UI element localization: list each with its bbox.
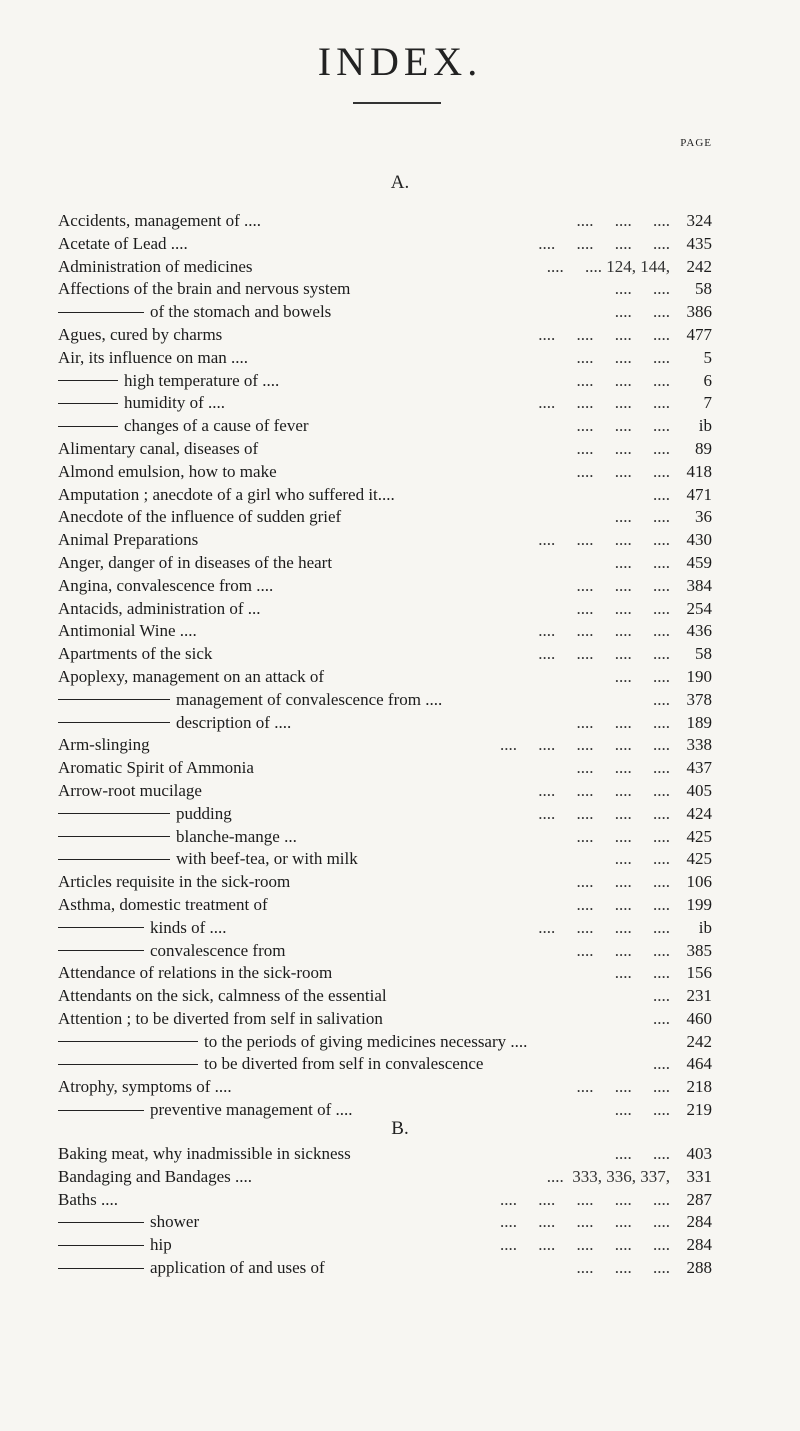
page-number: 219 [686,1100,712,1120]
dot-leaders: .... [653,1008,670,1028]
entry-label: changes of a cause of fever [124,416,309,436]
entry-label: Angina, convalescence from .... [58,575,274,595]
entry-text [58,210,261,233]
page-number: 378 [686,689,712,709]
entry-text [58,1008,383,1031]
entry-label: application of and uses of [150,1257,325,1277]
page-number: 284 [686,1212,712,1232]
index-entry [58,1211,712,1234]
index-entry [58,1143,712,1166]
entry-label: Acetate of Lead .... [58,233,188,253]
entry-text [58,940,285,963]
dot-leaders: .... .... .... [576,211,670,230]
dot-leaders: .... .... .... .... .... [500,1189,670,1209]
ditto-dash [58,859,170,860]
dot-leaders: .... .... .... [576,575,670,595]
section-a-entries [58,210,712,1122]
dot-leaders: .... .... .... [576,438,670,458]
index-entry [58,1031,712,1054]
page-number: 156 [686,963,712,983]
index-entry [58,1189,712,1212]
dot-leaders: .... .... .... .... .... [500,1212,670,1232]
entry-label: description of .... [176,712,292,732]
index-entry [58,962,712,985]
index-entry [58,301,712,324]
index-entry [58,598,712,621]
dot-leaders: .... .... 124, 144, [546,256,670,276]
entry-text [58,1076,232,1099]
entry-label: humidity of .... [124,393,226,413]
ditto-dash [58,312,144,313]
entry-text [58,1211,199,1234]
page-number: 385 [686,940,712,960]
dot-leaders: .... [653,986,670,1006]
entry-label: Agues, cured by charms [58,324,223,344]
entry-label: Accidents, management of .... [58,211,261,230]
page-number: 287 [686,1189,712,1209]
dot-leaders: .... .... .... [576,758,670,778]
index-entry [58,689,712,712]
entry-label: Baking meat, why inadmissible in sickness [58,1144,351,1163]
page-number: 5 [703,347,712,367]
entry-label: Affections of the brain and nervous system [58,279,351,299]
page-number: 324 [686,211,712,230]
entry-label: Administration of medicines [58,256,253,276]
page-number: 89 [695,438,712,458]
title-rule [353,102,441,104]
ditto-dash [58,1268,144,1269]
ditto-dash [58,836,170,837]
index-entry [58,529,712,552]
dot-leaders: .... .... [614,302,670,322]
entry-text [58,620,197,643]
entry-label: Amputation ; anecdote of a girl who suffered it.... [58,484,395,504]
entry-text [58,894,268,917]
entry-label: Aromatic Spirit of Ammonia [58,758,254,778]
dot-leaders: .... .... .... .... [538,233,670,253]
entry-text [58,848,358,871]
page-number: 424 [686,803,712,823]
entry-text [58,598,261,621]
index-entry [58,484,712,507]
entry-label: Anger, danger of in diseases of the heart [58,552,333,572]
entry-label: Alimentary canal, diseases of [58,438,259,458]
entry-text [58,256,253,279]
page-number: 405 [686,780,712,800]
entry-label: Articles requisite in the sick-room [58,872,291,892]
index-entry [58,256,712,279]
index-entry [58,233,712,256]
dot-leaders: .... .... .... [576,894,670,914]
page-number: 189 [686,712,712,732]
page-number: 386 [686,302,712,322]
page-number: 425 [686,849,712,869]
index-entry [58,278,712,301]
entry-label: convalescence from [150,940,286,960]
dot-leaders: .... .... .... [576,872,670,892]
entry-label: Attendance of relations in the sick-room [58,963,333,983]
entry-text [58,689,442,712]
dot-leaders: .... .... [614,507,670,527]
page-number: 437 [686,758,712,778]
dot-leaders: .... [653,689,670,709]
ditto-dash [58,426,118,427]
ditto-dash [58,1222,144,1223]
entry-text [58,506,341,529]
index-entry [58,506,712,529]
ditto-dash [58,403,118,404]
ditto-dash [58,380,118,381]
entry-text [58,962,332,985]
entry-text [58,347,248,370]
dot-leaders: .... .... [614,552,670,572]
page-number: 338 [686,735,712,755]
page-number: 331 [686,1166,712,1186]
page-number: 242 [686,1031,712,1051]
index-entry [58,734,712,757]
page-number: 460 [686,1008,712,1028]
entry-label: management of convalescence from .... [176,689,443,709]
page-number: 384 [686,575,712,595]
page-number: 436 [686,621,712,641]
entry-text [58,826,297,849]
page-number: 36 [695,507,712,527]
index-entry [58,347,712,370]
ditto-dash [58,813,170,814]
ditto-dash [58,1064,198,1065]
index-entry [58,210,712,233]
ditto-dash [58,927,144,928]
entry-label: with beef-tea, or with milk [176,849,358,869]
entry-label: Arrow-root mucilage [58,780,202,800]
entry-text [58,392,225,415]
entry-text [58,666,324,689]
ditto-dash [58,1110,144,1111]
entry-text [58,1234,172,1257]
page-number: ib [698,917,712,937]
index-entry [58,643,712,666]
index-entry [58,1008,712,1031]
dot-leaders: .... .... .... [576,826,670,846]
dot-leaders: .... .... .... [576,1077,670,1097]
entry-text [58,529,198,552]
index-entry [58,985,712,1008]
page-number: ib [698,416,712,436]
dot-leaders: .... .... .... [576,712,670,732]
entry-text [58,917,227,940]
dot-leaders: .... .... .... .... [538,324,670,344]
index-entry [58,780,712,803]
entry-label: Atrophy, symptoms of .... [58,1077,232,1097]
entry-label: of the stomach and bowels [150,302,332,322]
dot-leaders: .... .... .... [576,461,670,481]
dot-leaders: .... .... .... .... [538,530,670,550]
dot-leaders: .... .... .... .... [538,917,670,937]
entry-text [58,301,331,324]
entry-label: Anecdote of the influence of sudden grief [58,507,342,527]
entry-text [58,712,291,735]
entry-label: Air, its influence on man .... [58,347,249,367]
entry-label: Animal Preparations [58,530,199,550]
dot-leaders: .... .... .... [576,347,670,367]
dot-leaders: .... .... [614,1100,670,1120]
page-number: 284 [686,1235,712,1255]
entry-text [58,370,279,393]
dot-leaders: .... .... .... [576,416,670,436]
entry-text [58,643,212,666]
entry-text [58,985,387,1008]
page-number: 106 [686,872,712,892]
entry-label: kinds of .... [150,917,227,937]
dot-leaders: .... .... .... .... .... [500,735,670,755]
dot-leaders: .... .... [614,666,670,686]
page-number: 190 [686,666,712,686]
entry-text [58,734,150,757]
dot-leaders: .... .... .... [576,598,670,618]
entry-text [58,803,232,826]
entry-text [58,871,290,894]
ditto-dash [58,1245,144,1246]
index-entry [58,575,712,598]
entry-label: Arm-slinging [58,735,150,755]
page-number: 435 [686,233,712,253]
page-number: 477 [686,324,712,344]
index-entry [58,324,712,347]
page-number: 218 [686,1077,712,1097]
page-number: 231 [686,986,712,1006]
index-entry [58,392,712,415]
entry-text [58,415,309,438]
page-number: 242 [686,256,712,276]
entry-label: to be diverted from self in convalescence [204,1054,484,1074]
entry-label: Apoplexy, management on an attack of [58,666,325,686]
dot-leaders: .... [653,484,670,504]
entry-text [58,757,254,780]
entry-label: Asthma, domestic treatment of [58,894,268,914]
dot-leaders: .... .... .... .... [538,393,670,413]
entry-label: shower [150,1212,200,1232]
index-entry [58,461,712,484]
entry-text [58,1166,252,1189]
dot-leaders: .... .... .... .... [538,621,670,641]
entry-label: Bandaging and Bandages .... [58,1166,253,1186]
index-entry [58,871,712,894]
dot-leaders: .... [653,1054,670,1074]
page-number: 425 [686,826,712,846]
ditto-dash [58,699,170,700]
entry-label: Antimonial Wine .... [58,621,197,641]
dot-leaders: .... .... .... [576,1257,670,1277]
index-entry [58,666,712,689]
page-number: 7 [703,393,712,413]
ditto-dash [58,950,144,951]
page-number: 464 [686,1054,712,1074]
index-entry [58,826,712,849]
entry-text [58,552,332,575]
entry-text [58,1053,483,1076]
entry-label: to the periods of giving medicines necessary .... [204,1031,528,1051]
entry-text [58,575,273,598]
entry-label: Antacids, administration of ... [58,598,261,618]
index-entry [58,1166,712,1189]
dot-leaders: .... 333, 336, 337, [546,1166,670,1186]
ditto-dash [58,722,170,723]
entry-label: Almond emulsion, how to make [58,461,277,481]
entry-label: Apartments of the sick [58,644,213,664]
dot-leaders: .... .... .... .... [538,780,670,800]
entry-label: blanche-mange ... [176,826,297,846]
index-entry [58,620,712,643]
index-entry [58,1053,712,1076]
page-number: 6 [703,370,712,390]
dot-leaders: .... .... [614,1144,670,1163]
dot-leaders: .... .... [614,279,670,299]
dot-leaders: .... .... .... .... [538,644,670,664]
page-number: 58 [695,279,712,299]
index-entry [58,1257,712,1280]
page-number: 58 [695,644,712,664]
index-entry [58,917,712,940]
entry-text [58,484,395,507]
page-number: 430 [686,530,712,550]
index-entry [58,370,712,393]
dot-leaders: .... .... .... .... .... [500,1235,670,1255]
page-number: 459 [686,552,712,572]
entry-text [58,278,350,301]
page-number: 471 [686,484,712,504]
entry-text [58,461,277,484]
page-number: 418 [686,461,712,481]
section-b-entries [58,1143,712,1280]
entry-text [58,1143,351,1166]
index-entry [58,894,712,917]
entry-label: preventive management of .... [150,1100,353,1120]
page-number: 288 [686,1257,712,1277]
index-entry [58,712,712,735]
dot-leaders: .... .... [614,849,670,869]
section-b-letter: B. [391,1118,409,1139]
index-entry [58,803,712,826]
page-title: INDEX. [317,39,483,84]
entry-label: pudding [176,803,232,823]
page-column-label: PAGE [680,137,712,149]
entry-text [58,324,222,347]
dot-leaders: .... .... .... [576,370,670,390]
index-entry [58,438,712,461]
entry-label: Attendants on the sick, calmness of the essential [58,986,387,1006]
entry-label: Baths .... [58,1189,118,1209]
index-entry [58,848,712,871]
dot-leaders: .... .... [614,963,670,983]
page-number: 254 [686,598,712,618]
dot-leaders: .... .... .... [576,940,670,960]
index-entry [58,1234,712,1257]
entry-text [58,233,188,256]
entry-text [58,780,202,803]
entry-text [58,438,258,461]
index-entry [58,1076,712,1099]
index-entry [58,940,712,963]
page-number: 199 [686,894,712,914]
page-number: 403 [686,1144,712,1163]
section-a-letter: A. [390,172,410,193]
entry-text [58,1189,118,1212]
entry-label: high temperature of .... [124,370,280,390]
index-entry [58,415,712,438]
entry-label: hip [150,1235,172,1255]
entry-label: Attention ; to be diverted from self in salivation [58,1008,383,1028]
ditto-dash [58,1041,198,1042]
index-entry [58,757,712,780]
entry-text [58,1257,325,1280]
entry-text [58,1031,527,1054]
index-entry [58,552,712,575]
dot-leaders: .... .... .... .... [538,803,670,823]
